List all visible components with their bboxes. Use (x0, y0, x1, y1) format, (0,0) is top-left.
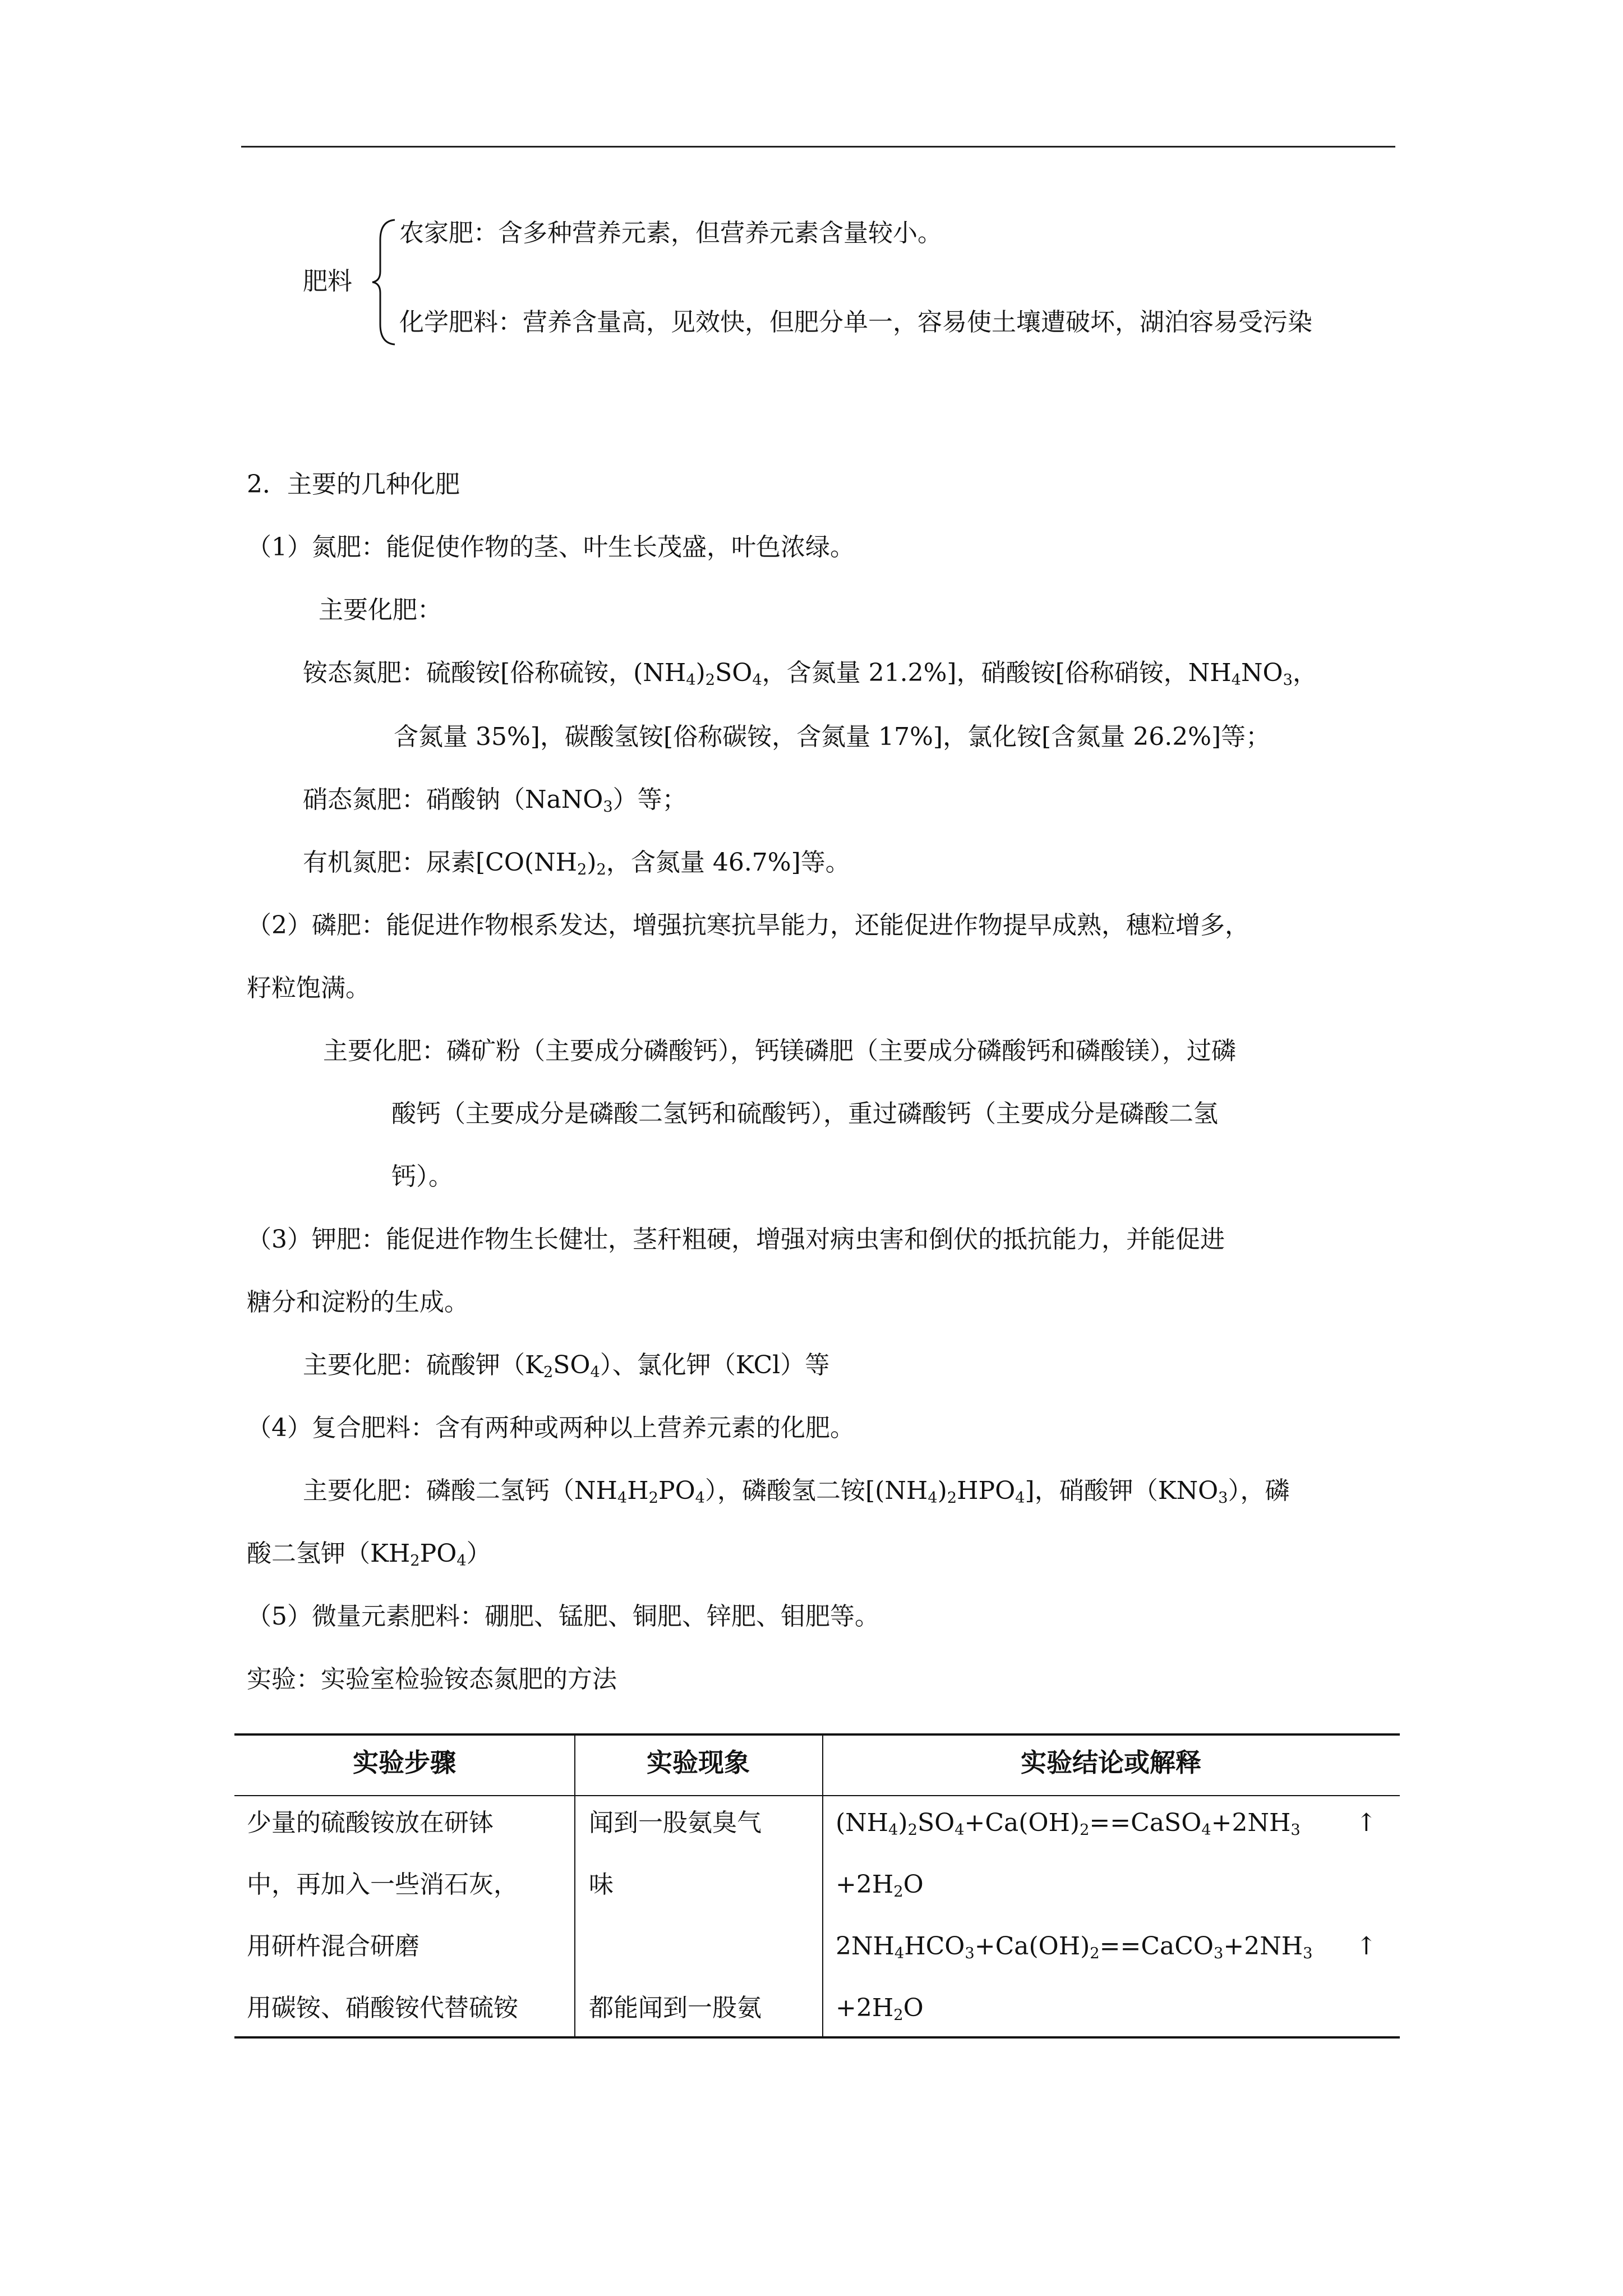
step-line: 中，再加入一些消石灰， (247, 1870, 518, 1899)
compound-main-2: 酸二氢钾$(KH_2PO_4)$ (247, 1539, 491, 1570)
phenomenon-line: 都能闻到一股氨 (589, 1994, 762, 2022)
phenomenon-line: 闻到一股氨臭气 (589, 1809, 762, 1837)
step-line: 用碳铵、硝酸铵代替硫铵 (247, 1994, 518, 2022)
phosphorus-intro-2: 籽粒饱满。 (247, 974, 370, 1002)
ammonium-nitrogen-line-1: 铵态氮肥：硫酸铵[俗称硫铵，$(NH_4)_2SO_4$，含氮量 21.2%]，硝酸铵[俗称硝铵，$NH_4NO_3$， (303, 659, 1317, 689)
table-header: 实验结论或解释 (1021, 1747, 1201, 1778)
table-header: 实验现象 (647, 1747, 750, 1778)
micronutrient-line: （5）微量元素肥料：硼肥、锰肥、铜肥、锌肥、钼肥等。 (247, 1602, 879, 1631)
step-line: 用研杵混合研磨 (247, 1932, 419, 1961)
experiment-title: 实验：实验室检验铵态氮肥的方法 (247, 1665, 617, 1694)
nitrogen-main-label: 主要化肥： (319, 596, 442, 624)
curly-brace-icon (370, 218, 398, 347)
potassium-intro-2: 糖分和淀粉的生成。 (247, 1288, 469, 1317)
compound-main-1: 主要化肥：磷酸二氢钙$(NH_4H_2PO_4)$，磷酸氢二铵$[(NH_4)_2HPO_4]$，硝酸钾$(KNO_3)$，磷 (303, 1476, 1290, 1507)
phosphorus-main-3: 钙）。 (391, 1162, 453, 1191)
gas-arrow-icon: ↑ (1356, 1809, 1377, 1837)
potassium-intro-1: （3）钾肥：能促进作物生长健壮，茎秆粗硬，增强对病虫害和倒伏的抵抗能力，并能促进 (247, 1225, 1225, 1254)
equation-1-cont: $+2H_2O$ (836, 1870, 924, 1901)
chemical-fertilizer-line: 化学肥料：营养含量高，见效快，但肥分单一，容易使土壤遭破坏，湖泊容易受污染 (399, 308, 1312, 337)
section-title: 2．主要的几种化肥 (247, 470, 460, 499)
nitrogen-intro: （1）氮肥：能促使作物的茎、叶生长茂盛，叶色浓绿。 (247, 533, 855, 562)
farm-manure-line: 农家肥：含多种营养元素，但营养元素含量较小。 (399, 219, 942, 247)
gas-arrow-icon: ↑ (1356, 1932, 1377, 1961)
fertilizer-label: 肥料 (303, 267, 352, 296)
header-rule (241, 146, 1395, 148)
phosphorus-intro-1: （2）磷肥：能促进作物根系发达，增强抗寒抗旱能力，还能促进作物提早成熟，穗粒增多， (247, 911, 1249, 940)
table-header: 实验步骤 (353, 1747, 456, 1778)
equation-1: $(NH_4)_2SO_4+Ca(OH)_2==CaSO_4+2NH_3$ (836, 1809, 1301, 1839)
equation-2: $2NH_4HCO_3+Ca(OH)_2==CaCO_3+2NH_3$ (836, 1932, 1313, 1962)
equation-2-cont: $+2H_2O$ (836, 1994, 924, 2024)
phosphorus-main-1: 主要化肥：磷矿粉（主要成分磷酸钙），钙镁磷肥（主要成分磷酸钙和磷酸镁），过磷 (323, 1037, 1236, 1065)
phosphorus-main-2: 酸钙（主要成分是磷酸二氢钙和硫酸钙），重过磷酸钙（主要成分是磷酸二氢 (391, 1099, 1218, 1128)
ammonium-nitrogen-line-2: 含氮量 35%]，碳酸氢铵[俗称碳铵，含氮量 17%]，氯化铵[含氮量 26.2%]等； (394, 723, 1271, 751)
step-line: 少量的硫酸铵放在研钵 (247, 1809, 494, 1837)
nitrate-nitrogen-line: 硝态氮肥：硝酸钠（NaNO$_3$）等； (303, 785, 687, 816)
compound-intro: （4）复合肥料：含有两种或两种以上营养元素的化肥。 (247, 1414, 855, 1442)
potassium-main: 主要化肥：硫酸钾$(K_2SO_4)$、氯化钾（KCl）等 (303, 1351, 830, 1381)
organic-nitrogen-line: 有机氮肥：尿素[$CO(NH_2)_2$，含氮量 46.7%]等。 (303, 848, 850, 878)
phenomenon-line: 味 (589, 1870, 614, 1899)
